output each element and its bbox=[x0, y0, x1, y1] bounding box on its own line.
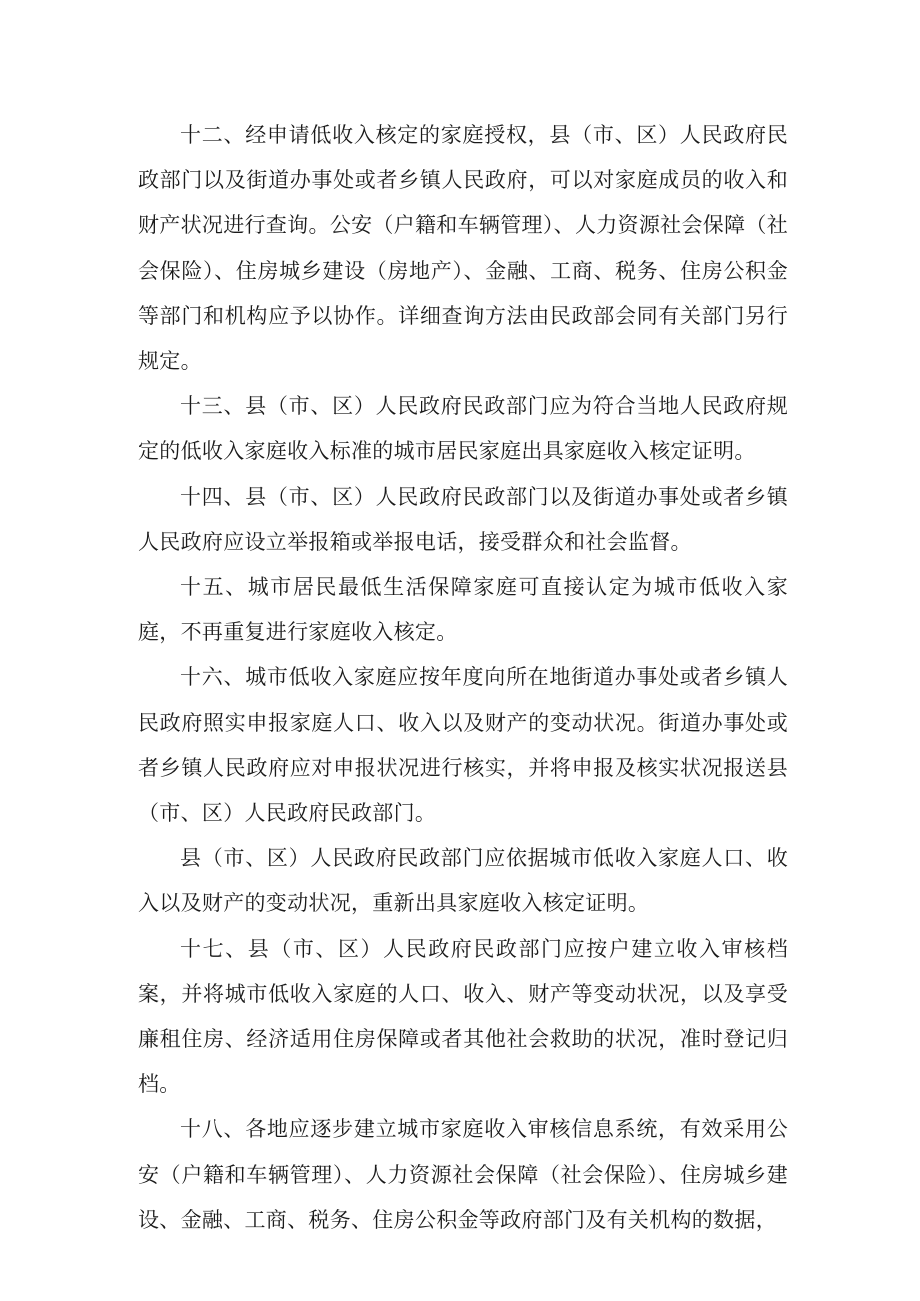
paragraph-15: 十五、城市居民最低生活保障家庭可直接认定为城市低收入家庭，不再重复进行家庭收入核定。 bbox=[138, 575, 788, 645]
paragraph-14: 十四、县（市、区）人民政府民政部门以及街道办事处或者乡镇人民政府应设立举报箱或举报电话，接受群众和社会监督。 bbox=[138, 484, 788, 554]
paragraph-18: 十八、各地应逐步建立城市家庭收入审核信息系统，有效采用公安（户籍和车辆管理）、人力资源社会保障（社会保险）、住房城乡建设、金融、工商、税务、住房公积金等政府部门及有关机构的数据， bbox=[138, 1117, 788, 1232]
paragraph-13: 十三、县（市、区）人民政府民政部门应为符合当地人民政府规定的低收入家庭收入标准的城市居民家庭出具家庭收入核定证明。 bbox=[138, 394, 788, 464]
paragraph-16: 十六、城市低收入家庭应按年度向所在地街道办事处或者乡镇人民政府照实申报家庭人口、收入以及财产的变动状况。街道办事处或者乡镇人民政府应对申报状况进行核实，并将申报及核实状况报送县（市、区）人民政府民政部门。 bbox=[138, 665, 788, 826]
paragraph-17: 十七、县（市、区）人民政府民政部门应按户建立收入审核档案，并将城市低收入家庭的人口、收入、财产等变动状况，以及享受廉租住房、经济适用住房保障或者其他社会救助的状况，准时登记归档。 bbox=[138, 936, 788, 1097]
paragraph-12: 十二、经申请低收入核定的家庭授权，县（市、区）人民政府民政部门以及街道办事处或者乡镇人民政府，可以对家庭成员的收入和财产状况进行查询。公安（户籍和车辆管理）、人力资源社会保障（社会保险）、住房城乡建设（房地产）、金融、工商、税务、住房公积金等部门和机构应予以协作。详细查询方法由民政部会同有关部门另行规定。 bbox=[138, 123, 788, 374]
paragraph-16-continued: 县（市、区）人民政府民政部门应依据城市低收入家庭人口、收入以及财产的变动状况，重新出具家庭收入核定证明。 bbox=[138, 846, 788, 916]
document-body bbox=[138, 113, 788, 1243]
